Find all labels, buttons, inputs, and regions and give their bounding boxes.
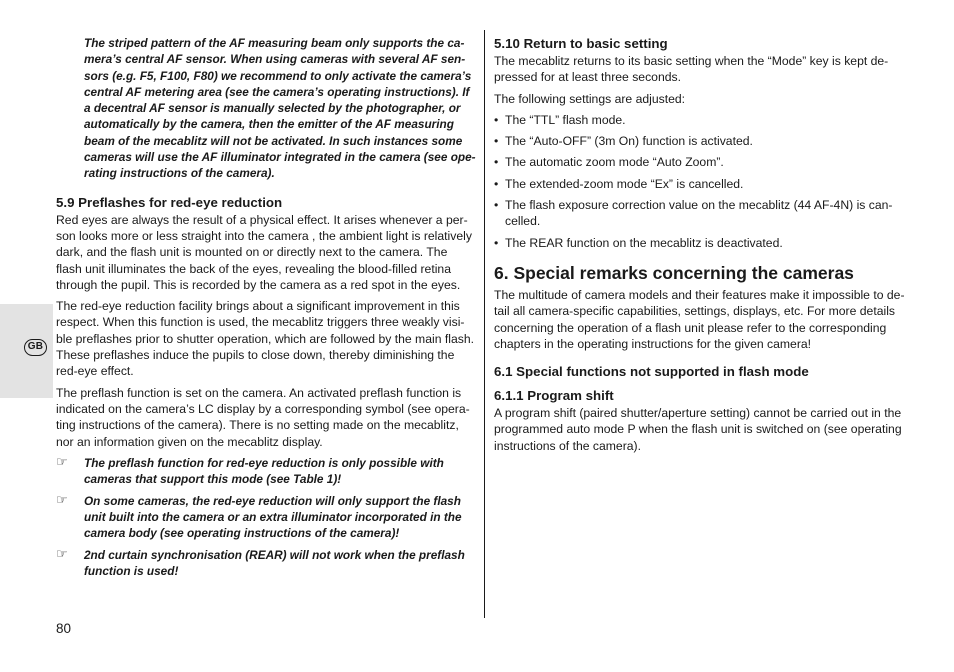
list-item-text: The automatic zoom mode “Auto Zoom”. [505,155,724,170]
list-item [494,154,914,170]
list-item-text: The “Auto-OFF” (3m On) function is activated. [505,134,753,149]
section-heading-6-1-1: 6.1.1 Program shift [494,388,614,404]
hint-item [56,455,476,487]
pointing-hand-icon: ☞ [56,454,68,470]
chapter-heading-6: 6. Special remarks concerning the cameras [494,262,854,283]
af-beam-note: The striped pattern of the AF measuring beam only supports the ca- mera’s central AF sensor. When using cameras with several AF sen- sors (e.g. F5, F100, F80) we recommend to only activate the camera’s central AF metering area (see the camera’s operating instructions). If a decentral AF sensor is manually selected by the photographer, or automatically by the camera, then the emitter of the AF measuring beam of the mecablitz will not be activated. In such instances some cameras will use the AF illuminator integrated in the camera (see ope- rating instructions of the camera). [84,36,476,181]
list-item-text: The extended-zoom mode “Ex” is cancelled. [505,176,744,191]
bullet-glyph: • [494,155,499,170]
bullet-glyph: • [494,112,499,127]
paragraph-red-eyes: Red eyes are always the result of a physical effect. It arises whenever a per- son looks more or less straight into the camera , the ambient light is relatively dark, and the flash unit is mounted on or directly next to the camera. The flash unit illuminates the back of the eyes, revealing the blood-filled retina through the pupil. This is recorded by the camera as a red spot in the eyes. [56,212,472,292]
hint-item [56,493,476,541]
hint-item [56,547,476,579]
hint-text: The preflash function for red-eye reduction is only possible with cameras that support this mode (see Table 1)! [84,455,444,486]
bullet-glyph: • [494,198,499,213]
list-item [494,235,914,251]
hint-text: On some cameras, the red-eye reduction will only support the flash unit built into the camera or an extra illuminator incorporated in the camera body (see operating instructions of the camera)! [84,493,462,540]
right-column [494,35,914,459]
bullet-glyph: • [494,235,499,250]
list-item-text: The “TTL” flash mode. [505,112,626,127]
section-heading-6-1: 6.1 Special functions not supported in flash mode [494,364,809,380]
paragraph-camera-remarks: The multitude of camera models and their features make it impossible to de- tail all camera-specific capabilities, settings, displays, etc. For more details concerning the operation of a flash unit please refer to the corresponding chapters in the operating instructions for the given camera! [494,287,905,351]
list-item [494,197,914,230]
pointing-hand-icon: ☞ [56,546,68,562]
section-heading-5-9: 5.9 Preflashes for red-eye reduction [56,194,283,210]
settings-list [494,112,914,251]
left-column [56,35,476,585]
list-item [494,176,914,192]
list-item [494,133,914,149]
paragraph-red-eye-reduction: The red-eye reduction facility brings about a significant improvement in this respect. When this function is used, the mecablitz triggers three weakly visi- ble preflashes prior to shutter operation, which are followed by the main flash. These preflashes induce the pupils to close down, thereby diminishing the red-eye effect. [56,299,474,379]
list-item-text: The flash exposure correction value on the mecablitz (44 AF-4N) is can- celled. [505,198,893,229]
language-badge: GB [24,339,47,356]
bullet-glyph: • [494,134,499,149]
paragraph-preflash-setting: The preflash function is set on the camera. An activated preflash function is indicated on the camera’s LC display by a corresponding symbol (see opera- ting instructions of the camera). There is no setting made on the mecablitz, nor an information given on the mecablitz display. [56,385,470,449]
bullet-glyph: • [494,176,499,191]
column-divider [484,30,485,618]
list-item-text: The REAR function on the mecablitz is deactivated. [505,235,783,250]
section-heading-5-10: 5.10 Return to basic setting [494,36,668,51]
paragraph-program-shift: A program shift (paired shutter/aperture setting) cannot be carried out in the programmed auto mode P when the flash unit is switched on (see operating instructions of the camera). [494,406,902,453]
pointing-hand-icon: ☞ [56,492,68,508]
list-item [494,112,914,128]
paragraph-basic-setting: The mecablitz returns to its basic setting when the “Mode” key is kept de- pressed for at least three seconds. [494,54,889,85]
paragraph-settings-adjusted: The following settings are adjusted: [494,91,686,106]
hint-text: 2nd curtain synchronisation (REAR) will not work when the preflash function is used! [84,547,465,578]
page-number: 80 [56,621,72,636]
